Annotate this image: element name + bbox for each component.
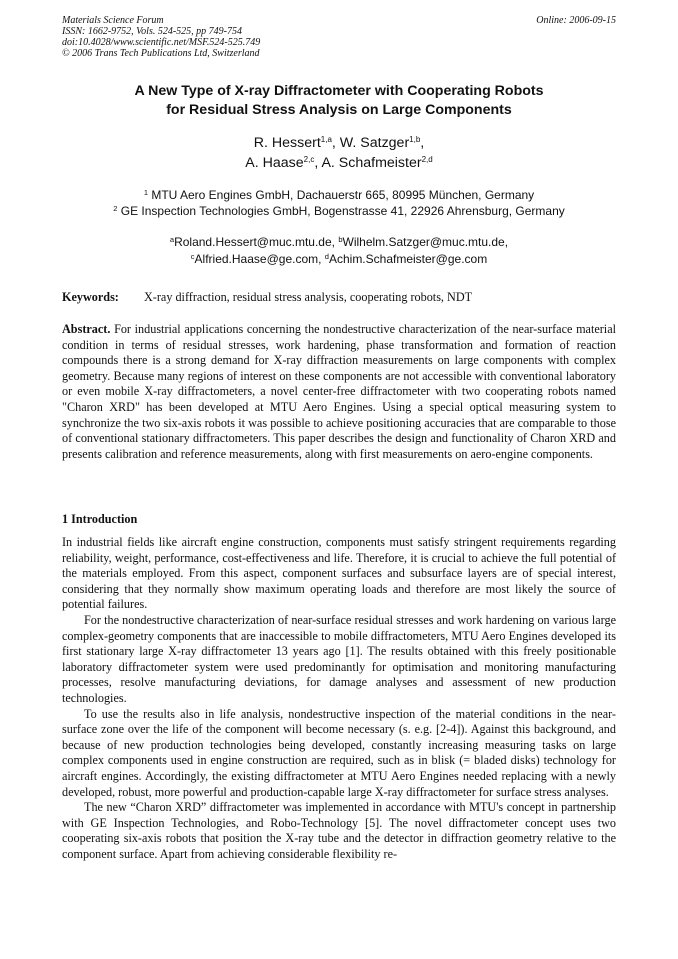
authors-line-2: A. Haase$^{2,c}$, A. Schafmeister$^{2,d}$ bbox=[245, 155, 433, 171]
author-name: R. Hessert bbox=[253, 135, 321, 151]
section-body bbox=[62, 535, 616, 862]
title-line-1: A New Type of X-ray Diffractometer with Cooperating Robots bbox=[134, 83, 544, 99]
author-emails bbox=[62, 234, 616, 268]
section-heading: 1 Introduction bbox=[62, 512, 138, 526]
affiliation-superscript: 2 bbox=[113, 204, 118, 213]
author-name: A. Haase bbox=[245, 155, 304, 171]
email-link[interactable]: Roland.Hessert@muc.mtu.de bbox=[174, 235, 332, 249]
affiliation-superscript: 1 bbox=[143, 188, 148, 197]
email-superscript: d bbox=[324, 252, 329, 261]
affiliation-text: MTU Aero Engines GmbH, Dachauerstr 665, 80995 München, Germany bbox=[151, 188, 535, 202]
email-superscript: b bbox=[338, 235, 343, 244]
author-name: W. Satzger bbox=[339, 135, 410, 151]
author-superscript: 1,b bbox=[409, 135, 421, 144]
paragraph: In industrial fields like aircraft engine construction, components must satisfy stringent requirements regarding reliability, weight, performance, cost-effectiveness and life. Therefore, it is crucial to achieve the full potential of the materials employed. From this aspect, component surfaces and subsurface layers are of special interest, considering that they normally show maximum operating loads and therefore are most likely the source of potential failures. bbox=[62, 535, 616, 612]
keywords-text: X-ray diffraction, residual stress analysis, cooperating robots, NDT bbox=[144, 290, 473, 304]
keywords-label: Keywords: bbox=[62, 290, 119, 304]
author-superscript: 2,d bbox=[421, 155, 433, 164]
affiliations bbox=[62, 187, 616, 219]
email-link[interactable]: Alfried.Haase@ge.com bbox=[194, 252, 319, 266]
email-superscript: a bbox=[169, 235, 175, 244]
email-link[interactable]: Achim.Schafmeister@ge.com bbox=[328, 252, 488, 266]
abstract-label: Abstract. bbox=[62, 322, 111, 336]
publication-header bbox=[62, 15, 616, 59]
paragraph: For the nondestructive characterization of near-surface residual stresses and work hardening on various large complex-geometry components that are inaccessible to mobile diffractometers, MTU Aero Engines developed its first stationary large X-ray diffractometer 13 years ago [1]. The results obtained with this freely positionable laboratory diffractometer system were used predominantly for optimisation and monitoring manufacturing processes, resolve manufacturing deviations, for damage analyses and assessment of new production technologies. bbox=[62, 612, 616, 705]
copyright-line: © 2006 Trans Tech Publications Ltd, Switzerland bbox=[62, 48, 260, 59]
email-superscript: c bbox=[190, 252, 195, 261]
author-list bbox=[62, 133, 616, 173]
emails-line-1: $^a$Roland.Hessert@muc.mtu.de, $^b$Wilhelm.Satzger@muc.mtu.de, bbox=[169, 235, 509, 249]
title-line-2: for Residual Stress Analysis on Large Components bbox=[166, 102, 512, 118]
abstract-text: For industrial applications concerning the nondestructive characterization of the near-surface material condition in terms of residual stresses, work hardening, phase transformation and formation of reaction compounds there is a strong demand for X-ray diffraction measurements on large components with complex geometry. Because many regions of interest on these components are not accessible with conventional laboratory or even mobile X-ray diffractometers, a novel center-free diffractometer with two cooperating robots named "Charon XRD" has been developed at MTU Aero Engines. Using a special optical measuring system to synchronize the two six-axis robots it was possible to achieve positioning accuracies that are comparable to those of conventional stationary diffractometers. This paper describes the design and functionality of Charon XRD and presents calibration and reference measurements, along with first measurements on aero-engine components. bbox=[62, 322, 616, 461]
affiliation-1 bbox=[62, 187, 616, 203]
doi-line[interactable]: doi:10.4028/www.scientific.net/MSF.524-525.749 bbox=[62, 37, 261, 48]
paper-title bbox=[62, 82, 616, 120]
author-superscript: 2,c bbox=[303, 155, 315, 164]
authors-line-1: R. Hessert$^{1,a}$, W. Satzger$^{1,b}$, bbox=[253, 135, 425, 151]
abstract bbox=[62, 322, 616, 462]
affiliation-2 bbox=[62, 203, 616, 219]
author-name: A. Schafmeister bbox=[321, 155, 422, 171]
keywords bbox=[62, 290, 616, 305]
email-link[interactable]: Wilhelm.Satzger@muc.mtu.de bbox=[342, 235, 505, 249]
affiliation-text: GE Inspection Technologies GmbH, Bogenstrasse 41, 22926 Ahrensburg, Germany bbox=[120, 204, 565, 218]
online-date: Online: 2006-09-15 bbox=[536, 15, 616, 26]
paragraph: To use the results also in life analysis, nondestructive inspection of the material conditions in the near-surface zone over the life of the component will become necessary (s. e.g. [2-4]). Against this background, and because of new production technologies being developed, constantly increasing measuring tasks on large complex components used in engine construction are required, such as in blisk (= bladed disks) technology for aircraft engines. Accordingly, the existing diffractometer at MTU Aero Engines needed replacing with a newly developed, robust, more powerful and production-capable large X-ray diffractometer for surface stress analyses. bbox=[62, 706, 616, 799]
issn-line: ISSN: 1662-9752, Vols. 524-525, pp 749-754 bbox=[62, 26, 242, 37]
emails-line-2: $^c$Alfried.Haase@ge.com, $^d$Achim.Schafmeister@ge.com bbox=[190, 252, 488, 266]
paragraph: The new “Charon XRD” diffractometer was implemented in accordance with MTU's concept in partnership with GE Inspection Technologies, and Robo-Technology [5]. The novel diffractometer concept uses two cooperating six-axis robots that position the X-ray tube and the detector in diffraction geometry relative to the component surface. Apart from achieving considerable flexibility re- bbox=[62, 800, 616, 861]
author-superscript: 1,a bbox=[320, 135, 332, 144]
journal-name: Materials Science Forum bbox=[62, 15, 164, 26]
